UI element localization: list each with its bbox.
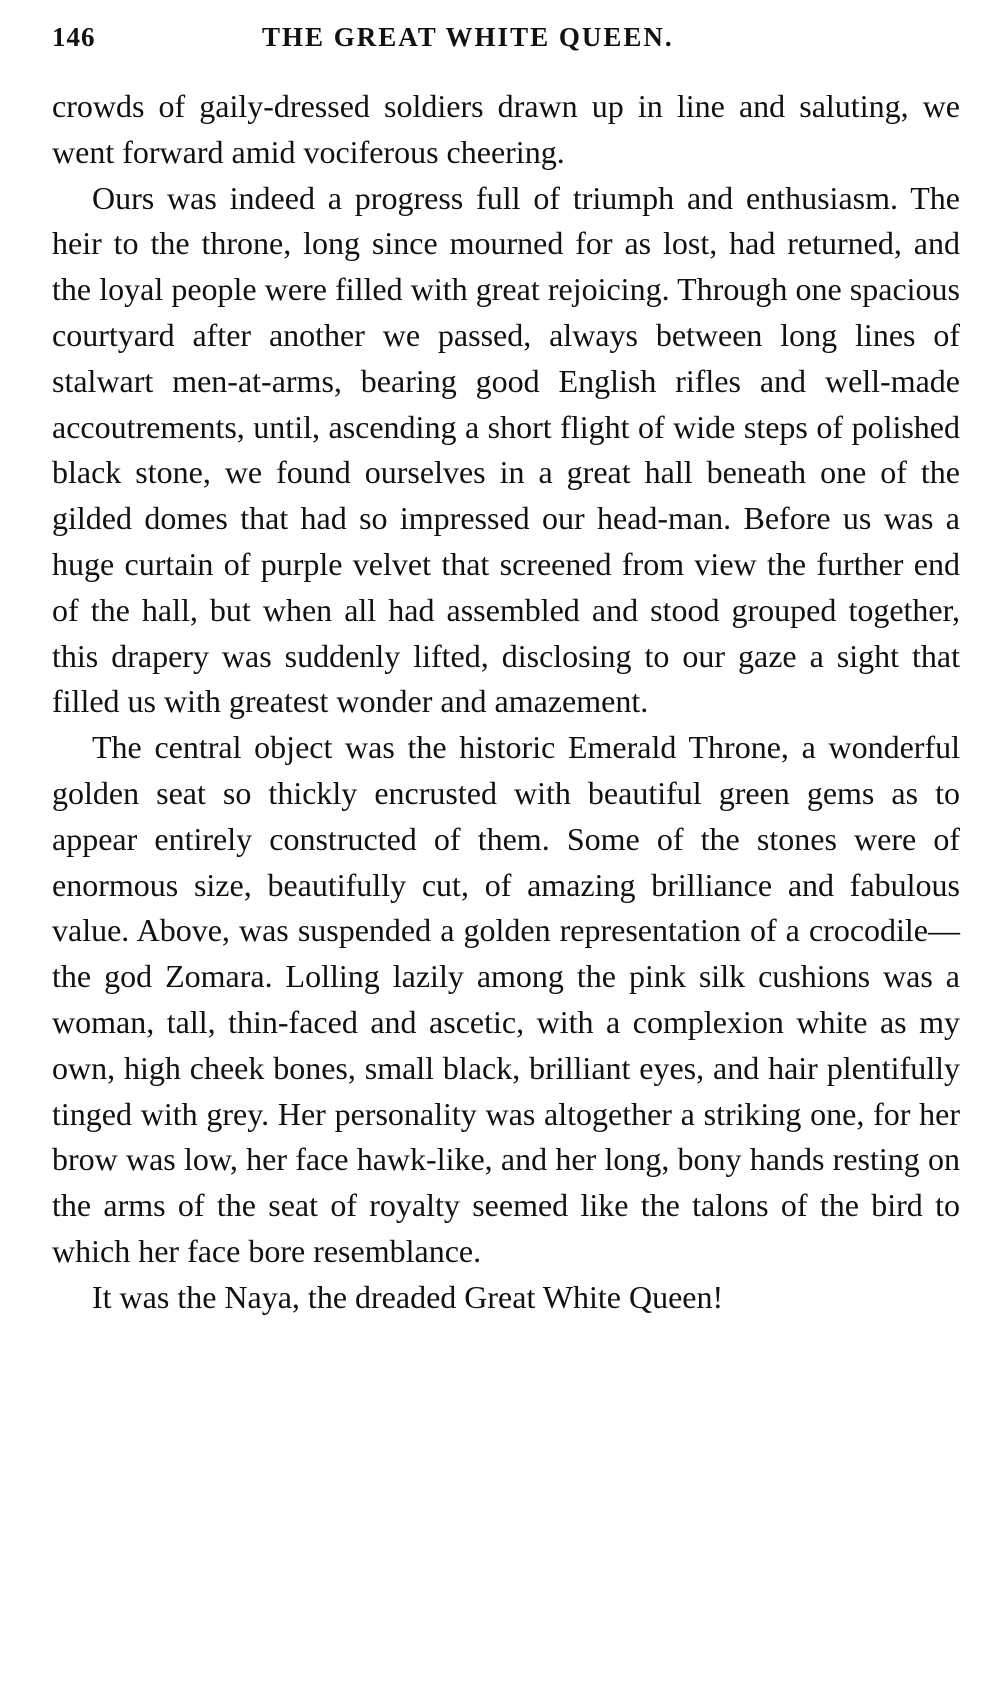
page-number: 146 <box>52 22 96 52</box>
paragraph-throne: The central object was the historic Emerald Throne, a wonderful golden seat so thickly encrusted with beautiful green gems as to appear entirely constructed of them. Some of the stones were of enormous size, beautifully cut, of amazing brilliance and fabulous value. Above, was suspended a golden representation of a crocodile—the god Zomara. Lolling lazily among the pink silk cushions was a woman, tall, thin-faced and ascetic, with a complexion white as my own, high cheek bones, small black, brilliant eyes, and hair plentifully tinged with grey. Her personality was altogether a striking one, for her brow was low, her face hawk-like, and her long, bony hands resting on the arms of the seat of royalty seemed like the talons of the bird to which her face bore resemblance. <box>52 729 960 1269</box>
paragraph-naya: It was the Naya, the dreaded Great White Queen! <box>92 1278 724 1315</box>
running-title: THE GREAT WHITE QUEEN. <box>262 22 674 52</box>
body-text <box>52 84 960 1321</box>
paragraph-progress: Ours was indeed a progress full of triumph and enthusiasm. The heir to the throne, long since mourned for as lost, had returned, and the loyal people were filled with great rejoicing. Through one spacious courtyard after another we passed, always between long lines of stalwart men-at-arms, bearing good English rifles and well-made accoutrements, until, ascending a short flight of wide steps of polished black stone, we found ourselves in a great hall beneath one of the gilded domes that had so impressed our head-man. Before us was a huge curtain of purple velvet that screened from view the further end of the hall, but when all had assembled and stood grouped together, this drapery was suddenly lifted, disclosing to our gaze a sight that filled us with greatest wonder and amazement. <box>52 179 960 720</box>
paragraph-continuation: crowds of gaily-dressed soldiers drawn up in line and saluting, we went forward amid vociferous cheering. <box>52 88 960 170</box>
book-page <box>52 22 960 1321</box>
running-head <box>52 22 960 62</box>
